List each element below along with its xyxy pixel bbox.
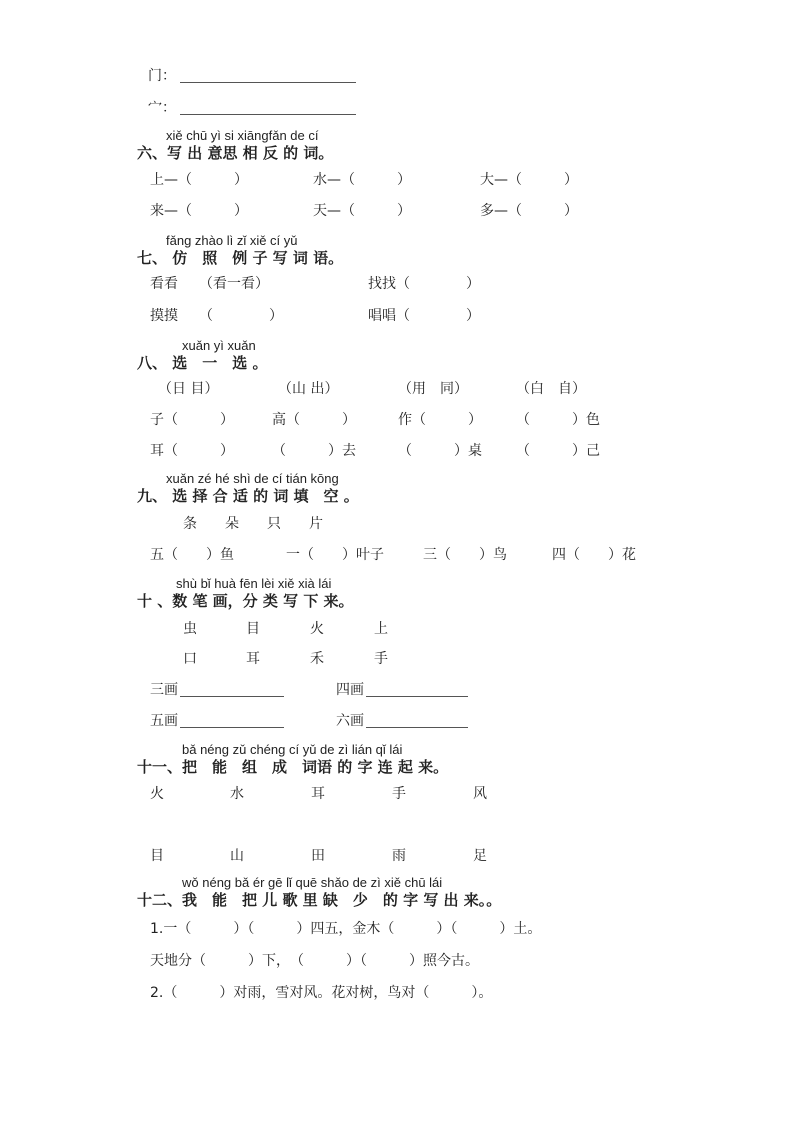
s6-pinyin: xiě chū yì si xiāngfǎn de cí <box>166 128 319 143</box>
s8-r2-c4: （ ）己 <box>516 443 600 459</box>
s10-r2-c2: 耳 <box>246 651 260 667</box>
s11-bottom-3[interactable]: 田 <box>311 848 325 864</box>
s8-pair-1: （日 目） <box>158 381 219 397</box>
s6-r2-c2: 天—（ ） <box>313 203 411 219</box>
s11-title: 十一、把 能 组 成 词语 的 字 连 起 来。 <box>137 758 449 776</box>
s9-r1-c1: 五（ ）鱼 <box>150 547 234 563</box>
s8-r1-c3: 作（ ） <box>398 412 482 428</box>
s10-r2-c3: 禾 <box>310 651 324 667</box>
radical-mian-answer-line[interactable] <box>180 114 356 115</box>
s10-answer-line-5[interactable] <box>180 727 284 728</box>
s11-top-3[interactable]: 耳 <box>311 786 325 802</box>
s9-r1-c4: 四（ ）花 <box>552 547 636 563</box>
s7-title: 七、 仿 照 例 子 写 词 语。 <box>137 249 344 267</box>
s7-r2-c2: 唱唱（ ） <box>368 308 480 324</box>
s9-r1-c2: 一（ ）叶子 <box>286 547 384 563</box>
s8-r2-c1: 耳（ ） <box>150 443 234 459</box>
s8-pinyin: xuǎn yì xuǎn <box>182 338 256 353</box>
s9-title: 九、 选 择 合 适 的 词 填 空 。 <box>137 487 359 505</box>
s11-top-4[interactable]: 手 <box>392 786 406 802</box>
s11-pinyin: bǎ néng zǔ chéng cí yǔ de zì lián qǐ lái <box>182 742 403 757</box>
s10-answer-line-4[interactable] <box>366 696 468 697</box>
s12-title: 十二、我 能 把 儿 歌 里 缺 少 的 字 写 出 来。。 <box>137 891 502 909</box>
s6-r2-c3: 多—（ ） <box>480 203 578 219</box>
s12-line-2: 天地分（ ）下， （ ）（ ）照今古。 <box>150 953 479 969</box>
s9-r1-c3: 三（ ）鸟 <box>423 547 507 563</box>
s9-pinyin: xuǎn zé hé shì de cí tián kōng <box>166 471 339 486</box>
s11-bottom-1[interactable]: 目 <box>150 848 164 864</box>
s6-r2-c1: 来—（ ） <box>150 203 248 219</box>
s8-r1-c1: 子（ ） <box>150 412 234 428</box>
s10-r1-c3: 火 <box>310 621 324 637</box>
s10-label-4: 四画 <box>336 682 364 698</box>
s11-top-5[interactable]: 风 <box>473 786 487 802</box>
s12-line-3: 2.（ ）对雨，雪对风。花对树，鸟对（ ）。 <box>150 985 493 1001</box>
s10-r1-c4: 上 <box>374 621 388 637</box>
s10-title: 十 、数 笔 画，分 类 写 下 来。 <box>137 592 354 610</box>
s10-label-5: 五画 <box>150 713 178 729</box>
radical-men-answer-line[interactable] <box>180 82 356 83</box>
s6-title: 六、写 出 意思 相 反 的 词。 <box>137 144 334 162</box>
s6-r1-c3: 大—（ ） <box>480 172 578 188</box>
s11-top-2[interactable]: 水 <box>230 786 244 802</box>
s6-r1-c2: 水—（ ） <box>313 172 411 188</box>
s10-r2-c4: 手 <box>374 651 388 667</box>
s12-line-1: 1.一（ ）（ ）四五，金木（ ）（ ）土。 <box>150 921 542 937</box>
radical-men-label: 门： <box>148 68 176 84</box>
s8-title: 八、 选 一 选 。 <box>137 354 268 372</box>
s10-r2-c1: 口 <box>183 651 197 667</box>
s11-bottom-5[interactable]: 足 <box>473 848 487 864</box>
s10-r1-c2: 目 <box>246 621 260 637</box>
s8-pair-3: （用 同） <box>398 381 468 397</box>
s12-pinyin: wǒ néng bǎ ér gē lǐ quē shǎo de zì xiě chū lái <box>182 875 443 890</box>
s11-bottom-4[interactable]: 雨 <box>392 848 406 864</box>
radical-mian-label: 宀： <box>148 100 176 116</box>
s11-bottom-2[interactable]: 山 <box>230 848 244 864</box>
s10-answer-line-6[interactable] <box>366 727 468 728</box>
s8-r2-c3: （ ）桌 <box>398 443 482 459</box>
s7-r1-c2: 找找（ ） <box>368 276 480 292</box>
s10-answer-line-3[interactable] <box>180 696 284 697</box>
s7-r1-c1: 看看 （看一看） <box>150 276 269 292</box>
s10-r1-c1: 虫 <box>183 621 197 637</box>
s8-r1-c2: 高（ ） <box>272 412 356 428</box>
s8-r2-c2: （ ）去 <box>272 443 356 459</box>
s10-label-3: 三画 <box>150 682 178 698</box>
s9-word-bank: 条 朵 只 片 <box>183 516 323 532</box>
s8-pair-2: （山 出） <box>278 381 339 397</box>
s8-pair-4: （白 自） <box>516 381 586 397</box>
s10-pinyin: shù bǐ huà fēn lèi xiě xià lái <box>176 576 332 591</box>
s8-r1-c4: （ ）色 <box>516 412 600 428</box>
s10-label-6: 六画 <box>336 713 364 729</box>
s6-r1-c1: 上—（ ） <box>150 172 248 188</box>
s7-r2-c1: 摸摸 （ ） <box>150 308 283 324</box>
s11-top-1[interactable]: 火 <box>150 786 164 802</box>
s7-pinyin: fǎng zhào lì zǐ xiě cí yǔ <box>166 233 298 248</box>
